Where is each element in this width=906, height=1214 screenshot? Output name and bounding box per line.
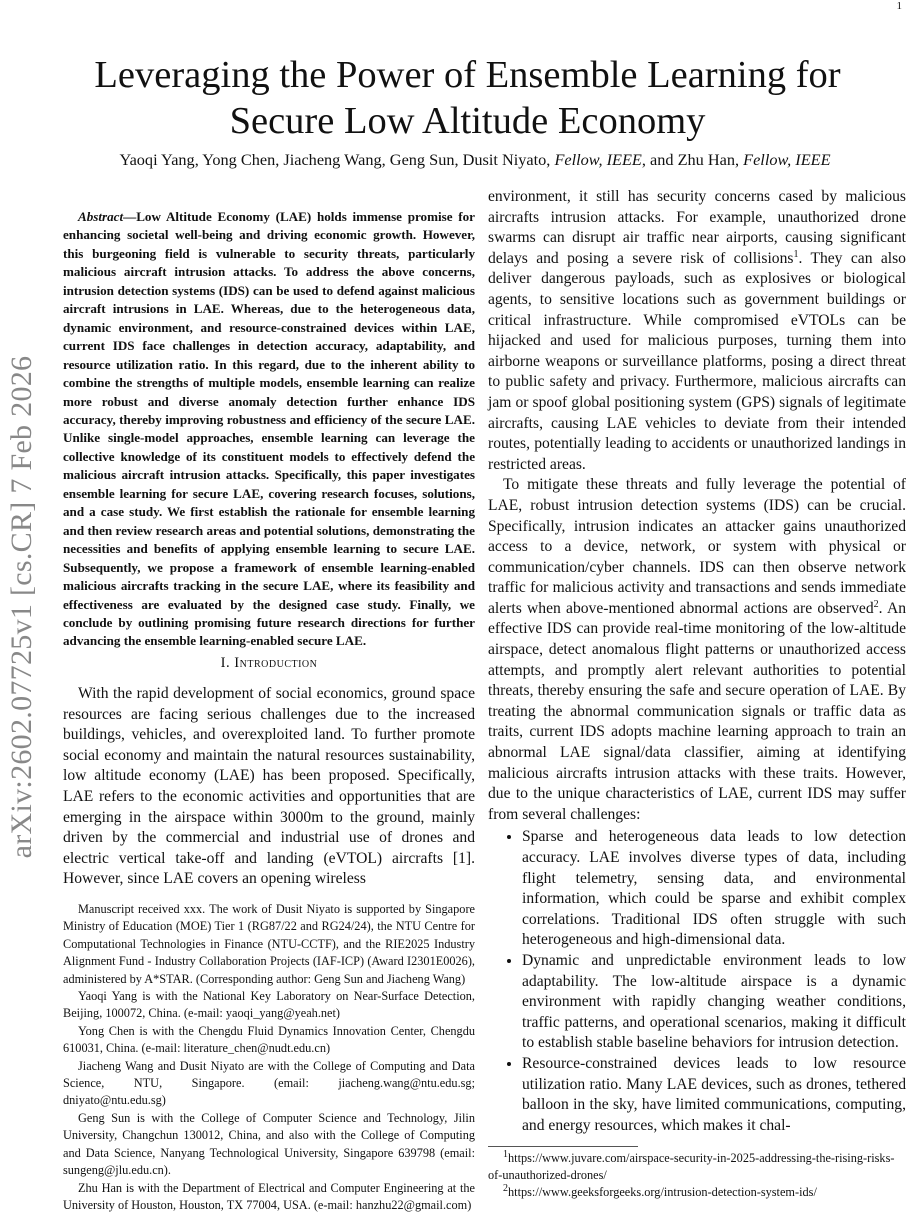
text: To mitigate these threats and fully leverage the potential of LAE, robust intrusion detection systems (IDS) can be crucial. Specifically, intrusion indicates an attacker gains unauthorized access to a device, network, or system with physical or communication/cyber channels. IDS can then observe network traffic for malicious activity and transactions and sends immediate alerts when above-mentioned abnormal actions are observed [488, 476, 906, 617]
author-list [40, 150, 906, 170]
fellow-title: Fellow, IEEE [743, 150, 830, 169]
footnote-ref[interactable]: 1 [793, 249, 798, 260]
text: . They can also deliver dangerous payloads, such as explosives or biological agents, to sensitive locations such as government buildings or critical infrastructure. While compromised eVTOLs can be hijacked and used for malicious purposes, turning them into airborne weapons or surveillance platforms, posing a direct threat to public safety and privacy. Furthermore, malicious aircrafts can jam or spoof global positioning system (GPS) signals of legitimate aircrafts, causing LAE vehicles to deviate from their intended routes, potentially leading to accidents or unauthorized landings in restricted areas. [488, 250, 906, 473]
url-footnotes [488, 1150, 906, 1201]
text: . An effective IDS can provide real-time monitoring of the low-altitude airspace, detect anomalous flight patterns or unauthorized access attempts, and promptly alert relevant authorities to potential threats, thereby ensuring the safe and secure operation of LAE. By treating the abnormal communication signals or traffic data as traits, current IDS adopts machine learning approach to train an abnormal LAE signal/data classifier, aiming at identifying malicious aircrafts intrusion attacks with these traits. However, due to the unique characteristics of LAE, current IDS may suffer from several challenges: [488, 600, 906, 823]
challenge-list [488, 827, 906, 1136]
footnote-mark: 2 [503, 1183, 508, 1194]
author-names: Yaoqi Yang, Yong Chen, Jiacheng Wang, Geng Sun, Dusit Niyato, [119, 150, 554, 169]
footnote: Zhu Han is with the Department of Electrical and Computer Engineering at the University of Houston, Houston, TX 77004, USA. (e-mail: hanzhu22@gmail.com) [63, 1180, 475, 1214]
abstract-text: —Low Altitude Economy (LAE) holds immense promise for enhancing societal well-being and driving economic growth. However, this burgeoning field is vulnerable to security threats, particularly malicious aircraft intrusion attacks. To address the above concerns, intrusion detection systems (IDS) can be used to defend against malicious aircraft intrusions in LAE. Whereas, due to the heterogeneous data, dynamic environment, and resource-constrained devices within LAE, current IDS face challenges in detection accuracy, adaptability, and resource utilization ratio. In this regard, due to the inherent ability to combine the strengths of multiple models, ensemble learning can realize more robust and diverse anomaly detection further enhance IDS accuracy, thereby improving robustness and efficiency of the secure LAE. Unlike single-model approaches, ensemble learning can leverage the collective knowledge of its constituent models to effectively defend the malicious aircraft intrusion attacks. Specifically, this paper investigates ensemble learning for secure LAE, covering research focuses, solutions, and a case study. We first establish the rationale for ensemble learning and then review research areas and potential solutions, demonstrating the necessities and benefits of applying ensemble learning to secure LAE. Subsequently, we propose a framework of ensemble learning-enabled malicious aircrafts tracking in the secure LAE, where its feasibility and effectiveness are evaluated by the designed case study. Finally, we conclude by outlining promising future research directions for further advancing the ensemble learning-enabled secure LAE. [63, 209, 475, 648]
footnote-ref[interactable]: 2 [874, 599, 879, 610]
intro-paragraph: With the rapid development of social economics, ground space resources are facing serious challenges due to the increased buildings, vehicles, and overexploited land. To further promote social economy and maintain the natural resources sustainability, low altitude economy (LAE) has been proposed. Specifically, LAE refers to the economic activities and opportunities that are emerging in the airspace within 3000m to the ground, mainly driven by the commercial and industrial use of drones and electric vertical take-off and landing (eVTOL) aircrafts [1]. However, since LAE covers an opening wireless [63, 684, 475, 890]
footnote: Manuscript received xxx. The work of Dusit Niyato is supported by Singapore Ministry of Education (MOE) Tier 1 (RG87/22 and RG24/24), the NTU Centre for Computational Technologies in Finance (NTU-CCTF), and the RIE2025 Industry Alignment Fund - Industry Collaboration Projects (IAF-ICP) (Award I2301E0026), administered by A*STAR. (Corresponding author: Geng Sun and Jiacheng Wang) [63, 901, 475, 988]
footnote: Jiacheng Wang and Dusit Niyato are with the College of Computing and Data Science, NTU, Singapore. (email: jiacheng.wang@ntu.edu.sg; dniyato@ntu.edu.sg) [63, 1058, 475, 1110]
abstract-label: Abstract [78, 209, 123, 224]
list-item: • Resource-constrained devices leads to low resource utilization ratio. Many LAE devices, such as drones, tethered balloon in the sky, have limited communications, computing, and energy resources, which makes it chal- [522, 1054, 906, 1136]
footnote-link[interactable]: https://www.juvare.com/airspace-security-in-2025-addressing-the-rising-risks-of-unauthorized-drones/ [488, 1151, 894, 1182]
author-footnotes [63, 901, 475, 1214]
section-number: I. [221, 655, 235, 671]
abstract [63, 208, 475, 651]
paragraph [488, 187, 906, 475]
section-title: Introduction [234, 655, 317, 671]
footnote-mark: 1 [503, 1149, 508, 1160]
right-column-text [488, 187, 906, 1136]
paragraph [488, 475, 906, 825]
footnote [488, 1150, 906, 1184]
footnote-link[interactable]: https://www.geeksforgeeks.org/intrusion-detection-system-ids/ [508, 1185, 817, 1199]
list-item: • Sparse and heterogeneous data leads to low detection accuracy. LAE involves diverse types of data, including flight telemetry, sensing data, and environmental information, which could be sparse and exhibit complex correlations. Traditional IDS often struggle with such heterogeneous and high-dimensional data. [522, 827, 906, 951]
list-item: • Dynamic and unpredictable environment leads to low adaptability. The low-altitude airspace is a dynamic environment with rapidly changing weather conditions, traffic patterns, and operational scenarios, making it difficult to establish stable baseline behaviors for intrusion detection. [522, 951, 906, 1054]
page-number: 1 [897, 0, 903, 12]
section-heading [63, 655, 475, 672]
footnote: Yaoqi Yang is with the National Key Laboratory on Near-Surface Detection, Beijing, 100072, China. (e-mail: yaoqi_yang@yeah.net) [63, 988, 475, 1023]
arxiv-stamp: arXiv:2602.07725v1 [cs.CR] 7 Feb 2026 [5, 302, 39, 912]
footnote: Yong Chen is with the Chengdu Fluid Dynamics Innovation Center, Chengdu 610031, China. (e-mail: literature_chen@nudt.edu.cn) [63, 1023, 475, 1058]
fellow-title: Fellow, IEEE [554, 150, 641, 169]
author-names-tail: , and Zhu Han, [642, 150, 743, 169]
footnote-divider [488, 1146, 638, 1147]
footnote [488, 1184, 906, 1201]
paper-title: Leveraging the Power of Ensemble Learning for Secure Low Altitude Economy [40, 52, 895, 144]
footnote: Geng Sun is with the College of Computer Science and Technology, Jilin University, Changchun 130012, China, and also with the College of Computing and Data Science, Nanyang Technological University, Singapore 639798 (email: sungeng@jlu.edu.cn). [63, 1110, 475, 1180]
text: environment, it still has security concerns cased by malicious aircrafts intrusion attacks. For example, unauthorized drone swarms can disrupt air traffic near airports, causing significant delays and posing a severe risk of collisions [488, 188, 906, 267]
